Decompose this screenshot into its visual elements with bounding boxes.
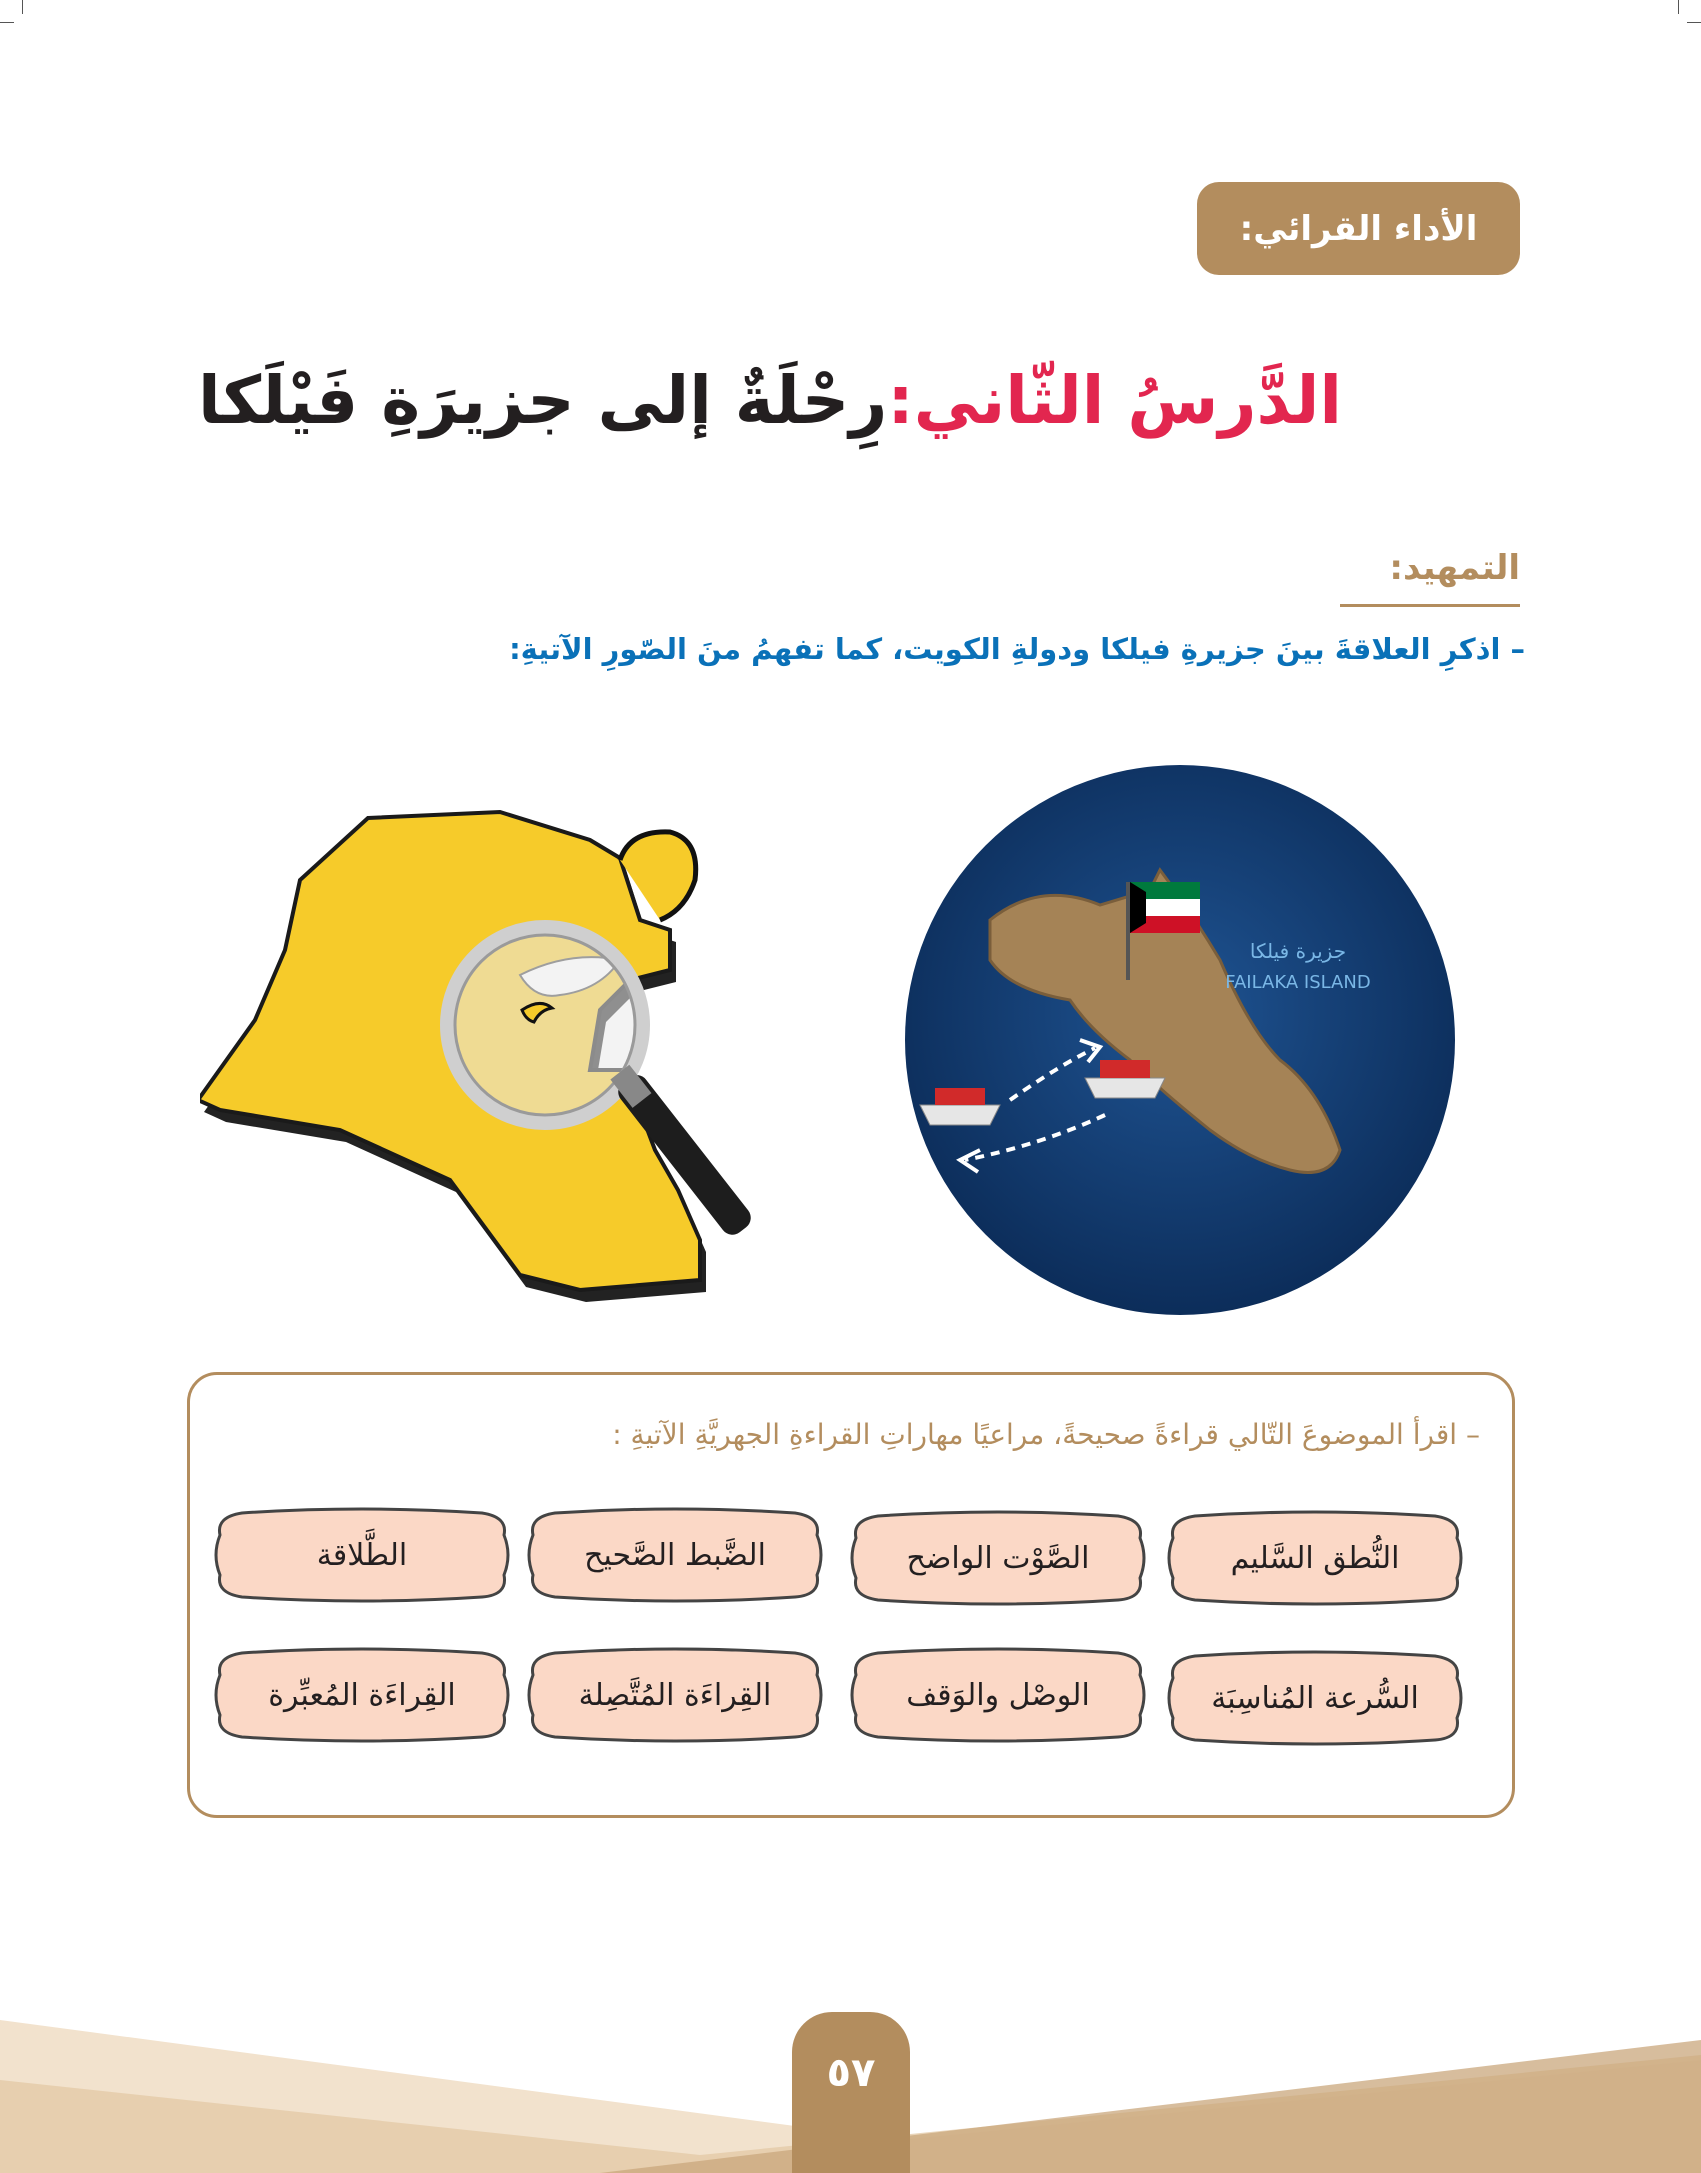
skill-label: القِراءَة المُعبِّرة: [268, 1677, 456, 1713]
skill-label: الطَّلاقة: [316, 1537, 408, 1573]
lesson-name: رِحْلَةٌ إلى جزيرَةِ فَيْلَكا: [198, 361, 888, 439]
kuwait-map-illustration: [200, 770, 930, 1310]
skill-label: النُّطق السَّليم: [1230, 1540, 1400, 1576]
skill-tag: [212, 1505, 512, 1605]
skill-tag: [525, 1645, 825, 1745]
crop-mark: [1687, 22, 1701, 23]
section-label: الأداء القرائي:: [1239, 208, 1478, 249]
island-label-ar: جزيرة فيلكا: [1249, 939, 1347, 963]
reading-instruction: – اقرأ الموضوعَ التّالي قراءةً صحيحةً، مراعيًا مهاراتِ القراءةِ الجهريَّةِ الآتيةِ :: [612, 1418, 1480, 1451]
skill-label: الضَّبط الصَّحيح: [584, 1537, 766, 1573]
skill-tag: [848, 1508, 1148, 1608]
island-label-en: FAILAKA ISLAND: [1225, 972, 1371, 993]
intro-question: – اذكرِ العلاقةَ بينَ جزيرةِ فيلكا ودولةِ الكويت، كما تفهمُ منَ الصّورِ الآتيةِ:: [509, 632, 1525, 666]
skill-label: القِراءَة المُتَّصِلة: [578, 1677, 772, 1713]
failaka-island-illustration: [890, 760, 1480, 1320]
crop-mark: [22, 0, 23, 14]
skill-tag: [1165, 1648, 1465, 1748]
skill-label: السُّرعة المُناسِبَة: [1211, 1680, 1419, 1716]
section-badge: [1197, 182, 1520, 275]
skill-tag: [848, 1645, 1148, 1745]
crop-mark: [1678, 0, 1679, 14]
page-number-tab: [792, 2012, 910, 2173]
intro-heading: التمهيد:: [1340, 548, 1520, 607]
skill-label: الوصْل والوَقف: [906, 1677, 1090, 1713]
skill-tag: [1165, 1508, 1465, 1608]
skill-tag: [525, 1505, 825, 1605]
skill-label: الصَّوْت الواضح: [906, 1540, 1090, 1576]
lesson-title: [198, 340, 1342, 460]
crop-mark: [0, 22, 14, 23]
page-number: ٥٧: [826, 2050, 876, 2096]
skill-tag: [212, 1645, 512, 1745]
lesson-number: الدَّرسُ الثّاني:: [887, 361, 1342, 439]
magnifier-lens: [447, 927, 643, 1123]
